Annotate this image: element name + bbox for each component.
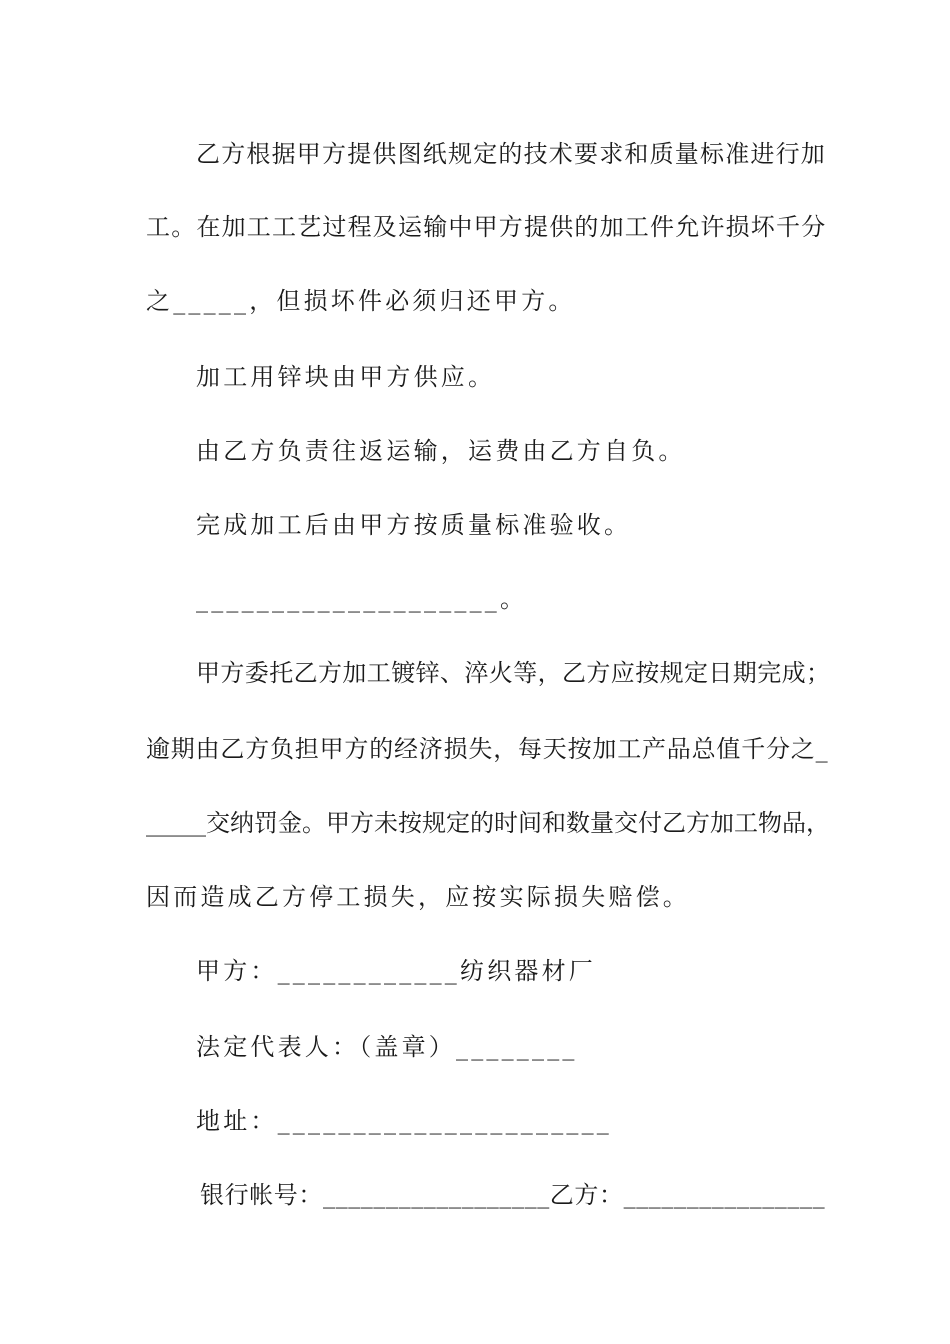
paragraph-line-3: 之_____，但损坏件必须归还甲方。 [146, 287, 576, 315]
paragraph-line-10: _____交纳罚金。甲方未按规定的时间和数量交付乙方加工物品， [146, 809, 830, 837]
paragraph-line-1: 乙方根据甲方提供图纸规定的技术要求和质量标准进行加 [196, 140, 826, 168]
paragraph-line-11: 因而造成乙方停工损失，应按实际损失赔偿。 [146, 883, 690, 911]
paragraph-line-9: 逾期由乙方负担甲方的经济损失，每天按加工产品总值千分之_ [146, 735, 829, 763]
legal-representative-line: 法定代表人：（盖章）________ [196, 1033, 578, 1061]
bank-account-line: 银行帐号：__________________乙方：________________ [200, 1181, 826, 1209]
paragraph-line-5: 由乙方负责往返运输，运费由乙方自负。 [196, 437, 686, 465]
paragraph-line-6: 完成加工后由甲方按质量标准验收。 [196, 511, 632, 539]
address-line: 地址：______________________ [196, 1107, 612, 1135]
paragraph-line-4: 加工用锌块由甲方供应。 [196, 363, 496, 391]
party-a-line: 甲方：____________纺织器材厂 [196, 957, 596, 985]
paragraph-line-8: 甲方委托乙方加工镀锌、淬火等，乙方应按规定日期完成； [196, 659, 831, 687]
paragraph-line-2: 工。在加工工艺过程及运输中甲方提供的加工件允许损坏千分 [146, 213, 827, 241]
paragraph-line-7: ____________________。 [196, 585, 528, 613]
